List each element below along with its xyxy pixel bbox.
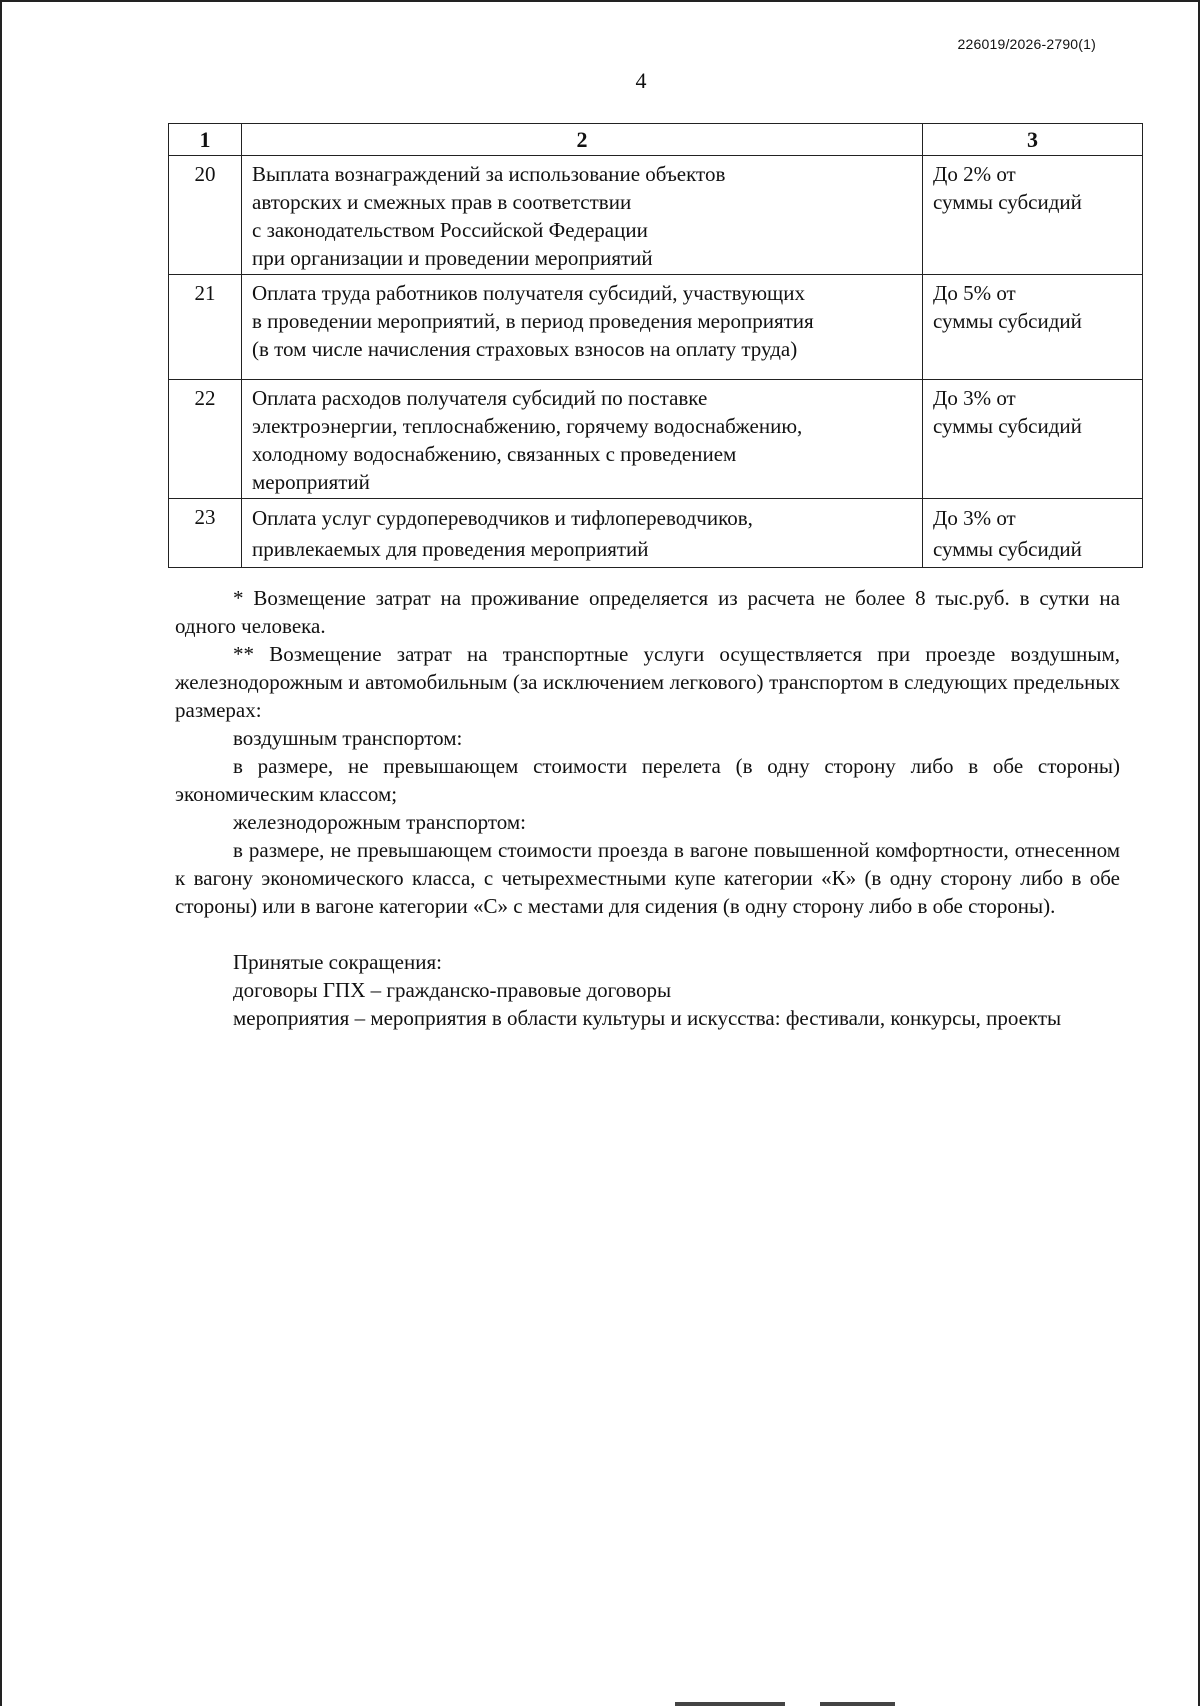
description-line: холодному водоснабжению, связанных с проведением — [252, 442, 737, 466]
column-header-1: 1 — [169, 124, 242, 156]
table-header-row — [169, 124, 1143, 156]
row-limit — [923, 499, 1143, 568]
page-number: 4 — [635, 68, 647, 93]
table-row — [169, 499, 1143, 568]
abbreviation-gph: договоры ГПХ – гражданско-правовые договоры — [233, 978, 672, 1002]
footnotes — [175, 584, 1120, 1032]
abbreviation-events: мероприятия – мероприятия в области культуры и искусства: фестивали, конкурсы, проекты — [233, 1006, 1062, 1030]
description-line: (в том числе начисления страховых взносов на оплату труда) — [252, 337, 798, 361]
row-number: 20 — [169, 156, 242, 275]
row-description — [242, 275, 923, 380]
scan-border-top — [0, 0, 1200, 2]
scan-artifact — [675, 1702, 785, 1706]
description-line: Оплата расходов получателя субсидий по поставке — [252, 386, 708, 410]
limit-line: До 3% от — [933, 506, 1016, 530]
expense-table — [168, 123, 1143, 568]
table-row — [169, 380, 1143, 499]
description-line: привлекаемых для проведения мероприятий — [252, 537, 649, 561]
description-line: мероприятий — [252, 470, 370, 494]
table-row — [169, 156, 1143, 275]
abbreviations-title: Принятые сокращения: — [233, 950, 442, 974]
footnote-rail-heading: железнодорожным транспортом: — [233, 810, 526, 834]
footnote-air-heading: воздушным транспортом: — [233, 726, 463, 750]
description-line: электроэнергии, теплоснабжению, горячему водоснабжению, — [252, 414, 803, 438]
limit-line: суммы субсидий — [933, 309, 1082, 333]
row-limit — [923, 156, 1143, 275]
row-description — [242, 499, 923, 568]
description-line: Оплата услуг сурдопереводчиков и тифлопереводчиков, — [252, 506, 753, 530]
description-line: при организации и проведении мероприятий — [252, 246, 653, 270]
table-row — [169, 275, 1143, 380]
column-header-3: 3 — [923, 124, 1143, 156]
row-number: 21 — [169, 275, 242, 380]
row-number: 22 — [169, 380, 242, 499]
description-line: авторских и смежных прав в соответствии — [252, 190, 632, 214]
row-limit — [923, 275, 1143, 380]
limit-line: суммы субсидий — [933, 190, 1082, 214]
document-id: 226019/2026-2790(1) — [957, 36, 1096, 52]
limit-line: суммы субсидий — [933, 414, 1082, 438]
scan-border-left — [0, 0, 2, 1706]
description-line: Выплата вознаграждений за использование объектов — [252, 162, 726, 186]
description-line: Оплата труда работников получателя субсидий, участвующих — [252, 281, 805, 305]
limit-line: суммы субсидий — [933, 537, 1082, 561]
row-description — [242, 380, 923, 499]
description-line: в проведении мероприятий, в период проведения мероприятия — [252, 309, 814, 333]
limit-line: До 5% от — [933, 281, 1016, 305]
footnote-transport: ** Возмещение затрат на транспортные услуги осуществляется при проезде воздушным, железнодорожным и автомобильным (за исключением легкового) транспортом в следующих предельных размерах: — [175, 642, 1120, 722]
footnote-accommodation: * Возмещение затрат на проживание определяется из расчета не более 8 тыс.руб. в сутки на одного человека. — [175, 586, 1120, 638]
row-description — [242, 156, 923, 275]
column-header-2: 2 — [242, 124, 923, 156]
scan-artifact — [820, 1702, 895, 1706]
description-line: с законодательством Российской Федерации — [252, 218, 648, 242]
footnote-rail-limit: в размере, не превышающем стоимости проезда в вагоне повышенной комфортности, отнесенном к вагону экономического класса, с четырехместными купе категории «К» (в одну сторону либо в обе стороны) или в вагоне категории «С» с местами для сидения (в одну сторону либо в обе стороны). — [175, 838, 1120, 918]
limit-line: До 3% от — [933, 386, 1016, 410]
row-number: 23 — [169, 499, 242, 568]
row-limit — [923, 380, 1143, 499]
footnote-air-limit: в размере, не превышающем стоимости перелета (в одну сторону либо в обе стороны) экономическим классом; — [175, 754, 1120, 806]
limit-line: До 2% от — [933, 162, 1016, 186]
